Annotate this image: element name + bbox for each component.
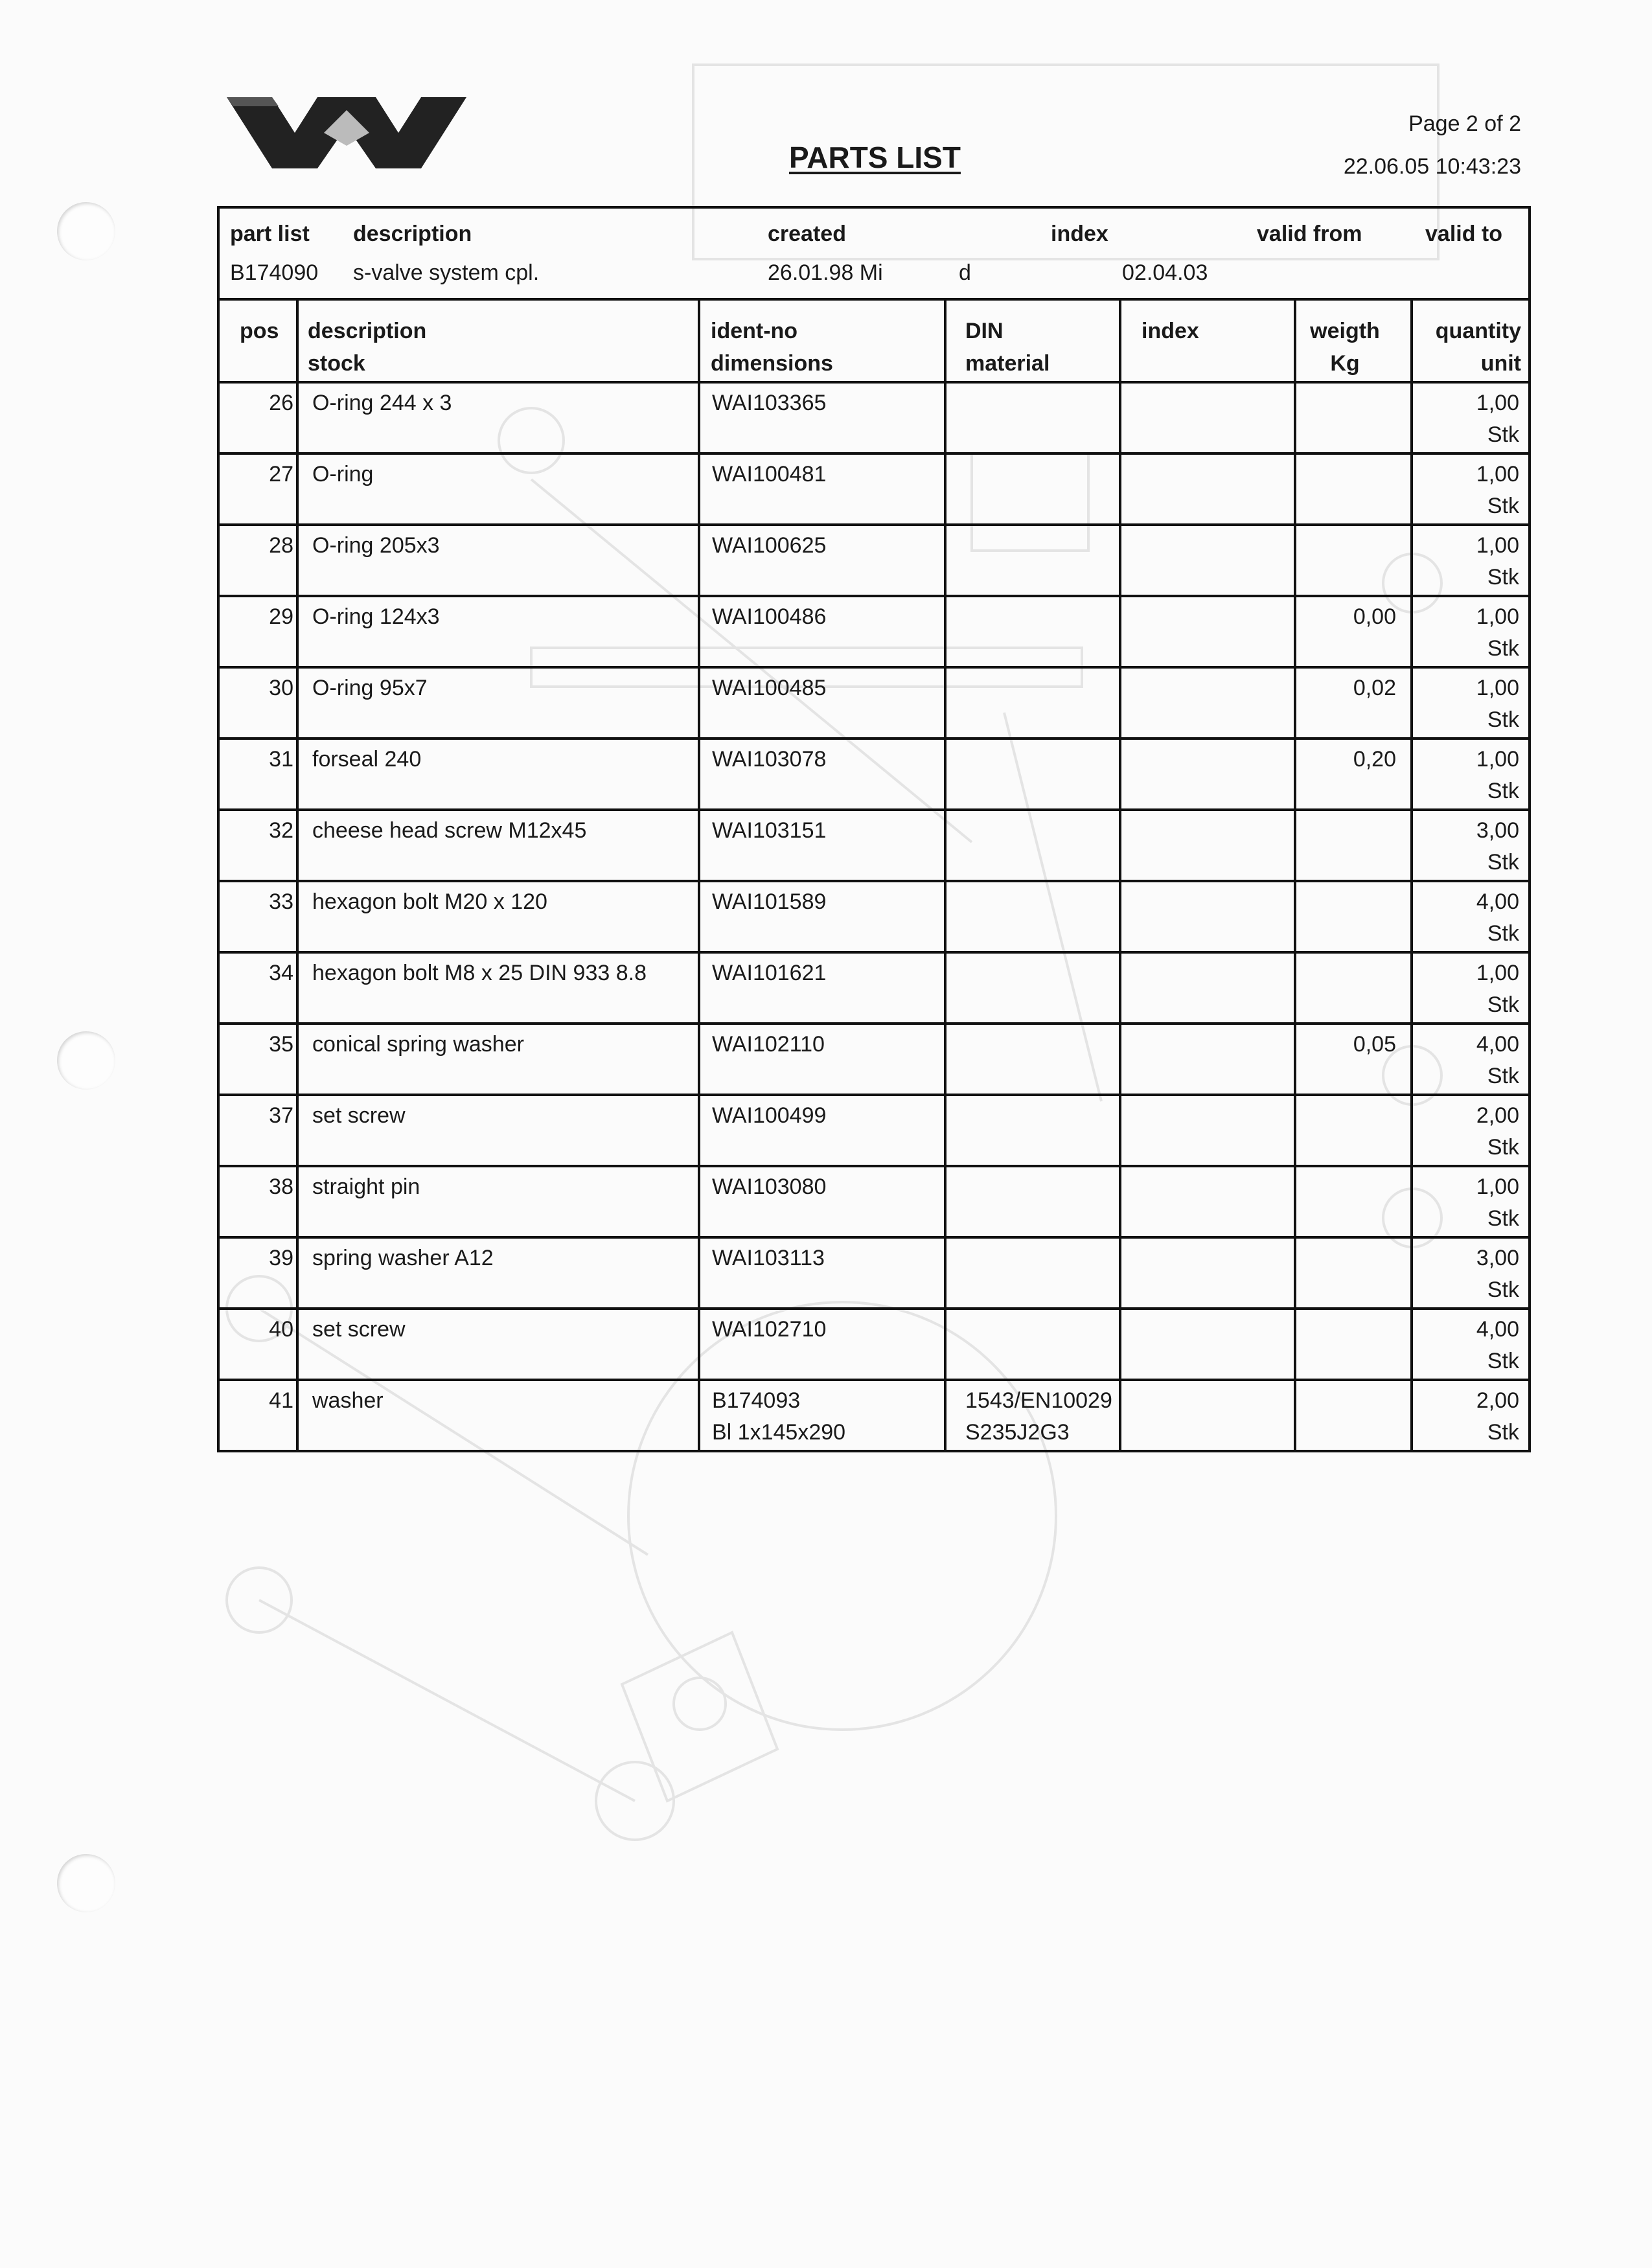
row-unit: Stk	[1487, 850, 1519, 875]
row-pos: 40	[269, 1317, 293, 1342]
row-description: conical spring washer	[312, 1032, 524, 1057]
row-unit: Stk	[1487, 422, 1519, 447]
table-row	[217, 740, 1531, 811]
row-ident: WAI102110	[712, 1032, 825, 1057]
col-head-quantity-line: quantity	[1435, 319, 1521, 343]
row-pos: 28	[269, 533, 293, 558]
row-description: hexagon bolt M8 x 25 DIN 933 8.8	[312, 961, 647, 985]
row-description: set screw	[312, 1103, 406, 1128]
table-row	[217, 882, 1531, 954]
document-title: PARTS LIST	[789, 141, 961, 174]
row-quantity: 1,00	[1476, 604, 1519, 629]
row-quantity: 4,00	[1476, 1317, 1519, 1342]
row-ident: WAI103151	[712, 818, 827, 843]
label-valid-from: valid from	[1257, 222, 1362, 246]
row-description: O-ring	[312, 462, 374, 487]
label-part-list: part list	[230, 222, 310, 246]
row-description: O-ring 244 x 3	[312, 391, 452, 415]
col-head-din	[965, 315, 1050, 380]
row-weight: 0,02	[1353, 676, 1396, 700]
rule-header	[217, 298, 1531, 301]
col-head-ident	[711, 315, 833, 380]
row-ident: WAI102710	[712, 1317, 827, 1342]
table-row	[217, 597, 1531, 669]
row-din: 1543/EN10029	[965, 1388, 1112, 1413]
row-quantity: 1,00	[1476, 1174, 1519, 1199]
row-unit: Stk	[1487, 636, 1519, 661]
row-pos: 29	[269, 604, 293, 629]
row-pos: 30	[269, 676, 293, 700]
row-description: set screw	[312, 1317, 406, 1342]
table-row	[217, 1239, 1531, 1310]
col-head-index: index	[1141, 319, 1199, 343]
part-list-number: B174090	[230, 260, 319, 285]
binder-hole-top	[57, 202, 115, 260]
row-ident: WAI103365	[712, 391, 827, 415]
col-head-quantity	[1436, 315, 1521, 380]
row-pos: 33	[269, 889, 293, 914]
table-row	[217, 1025, 1531, 1096]
row-pos: 31	[269, 747, 293, 772]
row-description: hexagon bolt M20 x 120	[312, 889, 547, 914]
row-ident: WAI103078	[712, 747, 827, 772]
col-head-din-line: DIN	[965, 319, 1004, 343]
row-pos: 38	[269, 1174, 293, 1199]
row-quantity: 4,00	[1476, 889, 1519, 914]
table-row	[217, 1381, 1531, 1452]
created-value: 26.01.98 Mi	[768, 260, 883, 285]
row-description: straight pin	[312, 1174, 420, 1199]
table-row	[217, 1167, 1531, 1239]
row-ident: WAI100486	[712, 604, 827, 629]
col-head-kg-line: Kg	[1330, 351, 1360, 376]
row-quantity: 1,00	[1476, 533, 1519, 558]
row-ident: WAI101621	[712, 961, 827, 985]
row-pos: 27	[269, 462, 293, 487]
row-unit: Stk	[1487, 921, 1519, 946]
row-dimensions: Bl 1x145x290	[712, 1420, 846, 1445]
col-head-material-line: material	[965, 351, 1050, 376]
row-unit: Stk	[1487, 707, 1519, 732]
page-number: Page 2 of 2	[1408, 111, 1521, 136]
row-unit: Stk	[1487, 1277, 1519, 1302]
label-valid-to: valid to	[1425, 222, 1503, 246]
col-head-description	[308, 315, 426, 380]
row-pos: 32	[269, 818, 293, 843]
col-head-weight-line: weigth	[1310, 319, 1380, 343]
row-ident: WAI100481	[712, 462, 827, 487]
label-index: index	[1051, 222, 1108, 246]
row-quantity: 4,00	[1476, 1032, 1519, 1057]
row-quantity: 1,00	[1476, 391, 1519, 415]
row-ident: WAI100499	[712, 1103, 827, 1128]
row-quantity: 3,00	[1476, 1246, 1519, 1270]
row-quantity: 2,00	[1476, 1388, 1519, 1413]
row-pos: 35	[269, 1032, 293, 1057]
row-unit: Stk	[1487, 992, 1519, 1017]
table-row	[217, 455, 1531, 526]
row-unit: Stk	[1487, 494, 1519, 518]
row-pos: 26	[269, 391, 293, 415]
row-description: forseal 240	[312, 747, 422, 772]
row-ident: WAI101589	[712, 889, 827, 914]
row-description: spring washer A12	[312, 1246, 494, 1270]
col-head-ident-line: ident-no	[711, 319, 798, 343]
row-quantity: 3,00	[1476, 818, 1519, 843]
row-unit: Stk	[1487, 1135, 1519, 1160]
col-head-unit-line: unit	[1480, 351, 1521, 376]
row-description: cheese head screw M12x45	[312, 818, 587, 843]
row-unit: Stk	[1487, 1064, 1519, 1088]
row-weight: 0,05	[1353, 1032, 1396, 1057]
index-value: d	[959, 260, 971, 285]
row-ident: WAI103113	[712, 1246, 825, 1270]
table-row	[217, 526, 1531, 597]
row-quantity: 1,00	[1476, 462, 1519, 487]
row-ident: WAI103080	[712, 1174, 827, 1199]
print-timestamp: 22.06.05 10:43:23	[1343, 154, 1521, 179]
col-head-description-line: description	[308, 319, 427, 343]
col-head-pos: pos	[240, 319, 279, 343]
row-unit: Stk	[1487, 779, 1519, 803]
row-ident: B174093	[712, 1388, 801, 1413]
row-unit: Stk	[1487, 1420, 1519, 1445]
table-row	[217, 811, 1531, 882]
col-head-weight	[1309, 315, 1381, 380]
row-description: O-ring 205x3	[312, 533, 440, 558]
row-ident: WAI100625	[712, 533, 827, 558]
row-weight: 0,00	[1353, 604, 1396, 629]
row-pos: 37	[269, 1103, 293, 1128]
part-list-description: s-valve system cpl.	[353, 260, 540, 285]
col-head-dimensions-line: dimensions	[711, 351, 833, 376]
binder-hole-middle	[57, 1031, 115, 1090]
table-row	[217, 669, 1531, 740]
table-row	[217, 954, 1531, 1025]
binder-hole-bottom	[57, 1854, 115, 1912]
row-unit: Stk	[1487, 1206, 1519, 1231]
table-row	[217, 384, 1531, 455]
row-quantity: 1,00	[1476, 961, 1519, 985]
row-pos: 34	[269, 961, 293, 985]
row-unit: Stk	[1487, 1349, 1519, 1373]
table-row	[217, 1310, 1531, 1381]
row-unit: Stk	[1487, 565, 1519, 590]
row-quantity: 2,00	[1476, 1103, 1519, 1128]
row-pos: 39	[269, 1246, 293, 1270]
row-pos: 41	[269, 1388, 293, 1413]
col-head-stock-line: stock	[308, 351, 365, 376]
table-row	[217, 1096, 1531, 1167]
valid-from-value: 02.04.03	[1122, 260, 1208, 285]
row-description: washer	[312, 1388, 384, 1413]
row-quantity: 1,00	[1476, 676, 1519, 700]
row-material: S235J2G3	[965, 1420, 1070, 1445]
row-description: O-ring 95x7	[312, 676, 428, 700]
row-weight: 0,20	[1353, 747, 1396, 772]
company-logo	[227, 97, 466, 168]
row-ident: WAI100485	[712, 676, 827, 700]
row-quantity: 1,00	[1476, 747, 1519, 772]
label-description: description	[353, 222, 472, 246]
label-created: created	[768, 222, 846, 246]
row-description: O-ring 124x3	[312, 604, 440, 629]
